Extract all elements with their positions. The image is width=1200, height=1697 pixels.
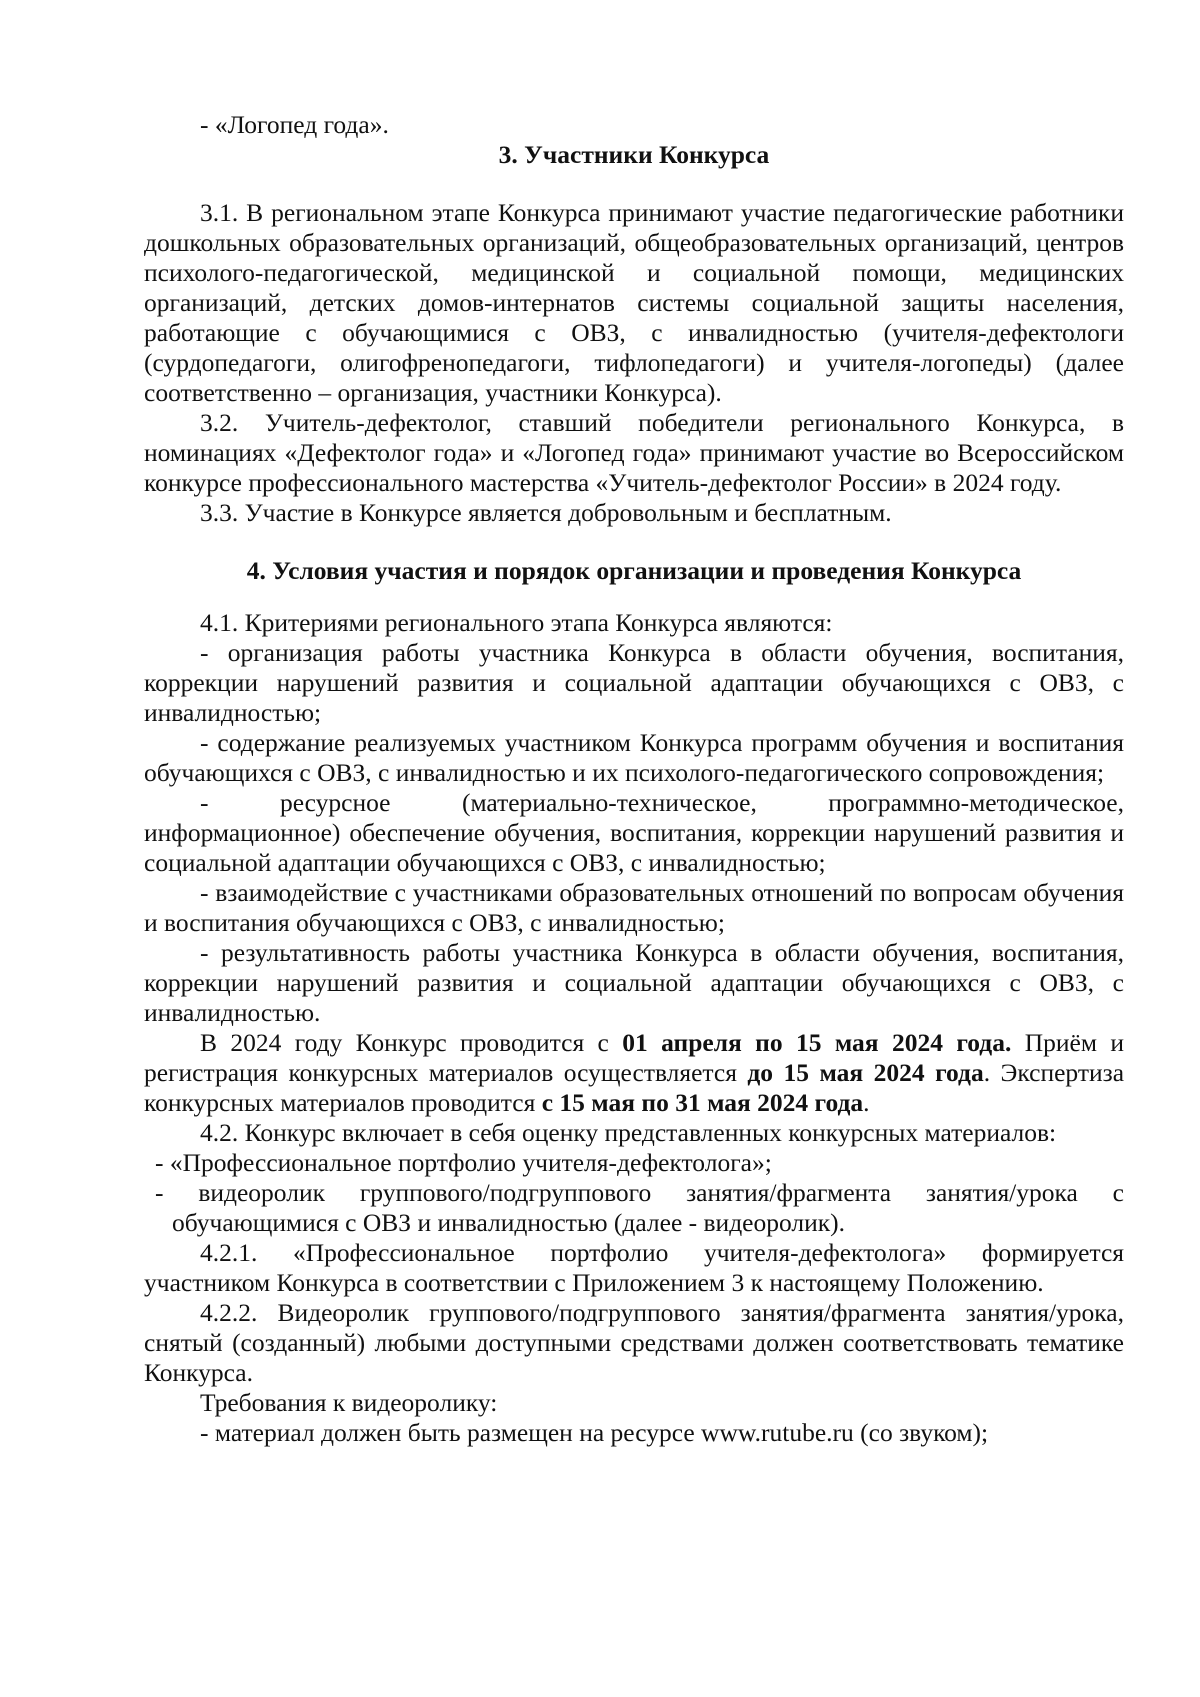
section-4-heading: 4. Условия участия и порядок организации и проведения Конкурса <box>246 556 1022 585</box>
paragraph-3-3: 3.3. Участие в Конкурсе является добровольным и бесплатным. <box>200 498 892 527</box>
criterion-item: - организация работы участника Конкурса в области обучения, воспитания, коррекции нарушений развития и социальной адаптации обучающихся с ОВЗ, с инвалидностью; <box>144 638 1124 727</box>
paragraph-4-2: 4.2. Конкурс включает в себя оценку представленных конкурсных материалов: <box>200 1118 1057 1147</box>
criterion-item: - содержание реализуемых участником Конкурса программ обучения и воспитания обучающихся с ОВЗ, с инвалидностью и их психолого-педагогического сопровождения; <box>144 728 1124 787</box>
list-item-logoped: - «Логопед года». <box>200 110 389 139</box>
paragraph-4-2-2: 4.2.2. Видеоролик группового/подгруппового занятия/фрагмента занятия/урока, снятый (созданный) любыми доступными средствами должен соответствовать тематике Конкурса. <box>144 1298 1124 1387</box>
paragraph-3-1: 3.1. В региональном этапе Конкурса принимают участие педагогические работники дошкольных образовательных организаций, общеобразовательных организаций, центров психолого-педагогической, медицинской и социальной помощи, медицинских организаций, детских домов-интернатов системы социальной защиты населения, работающие с обучающимися с ОВЗ, с инвалидностью (учителя-дефектологи (сурдопедагоги, олигофренопедагоги, тифлопедагоги) и учителя-логопеды) (далее соответственно – организация, участники Конкурса). <box>144 198 1124 407</box>
spacer <box>144 170 1124 198</box>
requirement-item: - материал должен быть размещен на ресурсе www.rutube.ru (со звуком); <box>200 1418 989 1447</box>
dates-text: . <box>863 1088 870 1117</box>
document-page <box>144 110 1124 1448</box>
dates-text: В 2024 году Конкурс проводится с <box>200 1028 623 1057</box>
section-3-heading: 3. Участники Конкурса <box>498 140 770 169</box>
criterion-item: - результативность работы участника Конкурса в области обучения, воспитания, коррекции нарушений развития и социальной адаптации обучающихся с ОВЗ, с инвалидностью. <box>144 938 1124 1027</box>
dates-text: . Экспертиза конкурсных материалов проводится <box>144 1058 1125 1117</box>
video-requirements-title: Требования к видеоролику: <box>200 1388 498 1417</box>
expertise-period: с 15 мая по 31 мая 2024 года <box>541 1088 864 1117</box>
criterion-item: - ресурсное (материально-техническое, программно-методическое, информационное) обеспечение обучения, воспитания, коррекции нарушений развития и социальной адаптации обучающихся с ОВЗ, с инвалидностью; <box>144 788 1124 877</box>
material-item: - «Профессиональное портфолио учителя-дефектолога»; <box>155 1148 772 1177</box>
spacer <box>144 586 1124 608</box>
paragraph-3-2: 3.2. Учитель-дефектолог, ставший победители регионального Конкурса, в номинациях «Дефектолог года» и «Логопед года» принимают участие во Всероссийском конкурсе профессионального мастерства «Учитель-дефектолог России» в 2024 году. <box>144 408 1124 497</box>
paragraph-4-2-1: 4.2.1. «Профессиональное портфолио учителя-дефектолога» формируется участником Конкурса в соответствии с Приложением 3 к настоящему Положению. <box>144 1238 1124 1297</box>
criterion-item: - взаимодействие с участниками образовательных отношений по вопросам обучения и воспитания обучающихся с ОВЗ, с инвалидностью; <box>144 878 1124 937</box>
dates-text: Приём и регистрация конкурсных материалов осуществляется <box>144 1028 1124 1087</box>
registration-deadline: до 15 мая 2024 года <box>747 1058 984 1087</box>
spacer <box>144 528 1124 556</box>
material-item: - видеоролик группового/подгруппового занятия/фрагмента занятия/урока с обучающимися с ОВЗ и инвалидностью (далее - видеоролик). <box>155 1178 1124 1237</box>
dates-period: 01 апреля по 15 мая 2024 года. <box>622 1028 1012 1057</box>
paragraph-4-1: 4.1. Критериями регионального этапа Конкурса являются: <box>200 608 833 637</box>
dates-paragraph <box>144 1028 1124 1118</box>
